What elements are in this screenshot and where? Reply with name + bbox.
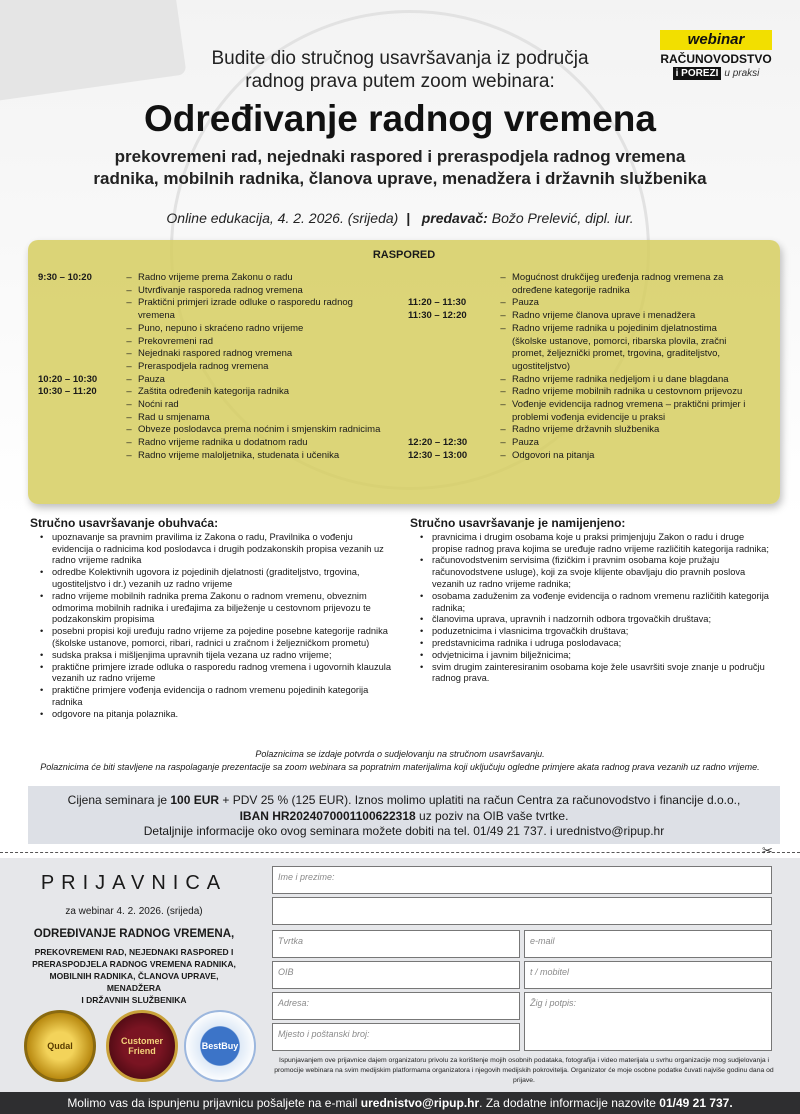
schedule-time xyxy=(38,323,120,336)
schedule-row xyxy=(408,361,773,374)
notes: Polaznicima se izdaje potvrda o sudjelovanju na stručnom usavršavanju. Polaznicima će biti stavljene na raspolaganje prezentacije sa zoom webinara sa popratnim materijalima koji uključuju ogledne primjere akata radnog prava vezanih uz radno vrijeme. xyxy=(40,749,760,772)
schedule-left-column xyxy=(38,272,408,463)
schedule-row xyxy=(38,285,408,298)
schedule-time xyxy=(408,323,494,336)
schedule-heading: RASPORED xyxy=(372,249,436,261)
schedule-dash: – xyxy=(126,424,132,436)
schedule-row xyxy=(38,424,408,437)
schedule-row xyxy=(408,285,773,298)
schedule-text: Utvrđivanje rasporeda radnog vremena xyxy=(138,284,303,296)
footer-email[interactable]: urednistvo@ripup.hr xyxy=(360,1096,480,1110)
schedule-row xyxy=(408,374,773,387)
schedule-text: Praktični primjeri izrade odluke o rasporedu radnog xyxy=(138,297,353,309)
schedule-text: Rad u smjenama xyxy=(138,411,210,423)
oib-field[interactable]: OIB xyxy=(272,961,520,989)
list-item: • radno vrijeme mobilnih radnika prema Zakonu o radnom vremenu, obveznim odmorima mobilnih radnika i uređajima za bilježenje u cestovnom prijevozu te podzakonskim propisima xyxy=(30,591,395,626)
bestbuy-badge-icon: BestBuy xyxy=(184,1010,256,1082)
schedule-text: Radno vrijeme maloljetnika, studenata i učenika xyxy=(138,449,340,461)
schedule-dash: – xyxy=(126,449,132,461)
schedule-row xyxy=(408,386,773,399)
schedule-dash xyxy=(120,310,138,323)
schedule-time xyxy=(408,361,494,374)
covers-section xyxy=(30,518,395,721)
schedule-dash xyxy=(494,285,512,298)
covers-heading: Stručno usavršavanje obuhvaća: xyxy=(30,516,219,530)
schedule-time: 12:30 – 13:00 xyxy=(408,449,468,461)
list-item: • praktične primjere izrade odluka o rasporedu radnog vremena i ugovornih klauzula vezanih uz radno vrijeme xyxy=(30,662,395,686)
schedule-row xyxy=(38,297,408,310)
schedule-right-column xyxy=(408,272,773,463)
page-title: Određivanje radnog vremena xyxy=(143,98,656,139)
schedule-row xyxy=(408,297,773,310)
form-event-subtitle: PREKOVREMENI RAD, NEJEDNAKI RASPORED I PRERASPODJELA RADNOG VREMENA RADNIKA, MOBILNIH RADNIKA, ČLANOVA UPRAVE, MENADŽERA I DRŽAVNIH SLUŽBENIKA xyxy=(32,947,236,1005)
schedule-dash: – xyxy=(500,297,506,309)
logo-name: RAČUNOVODSTVO xyxy=(660,52,772,66)
schedule-row xyxy=(408,450,773,463)
price-box: Cijena seminara je 100 EUR + PDV 25 % (125 EUR). Iznos molimo uplatiti na račun Centra za računovodstvo i financije d.o.o., IBAN HR2024070001100622318 uz poziv na OIB vaše tvrtke. Detaljnije informacije oko ovog seminara možete dobiti na tel. 01/49 21 737. i urednistvo@ripup.hr xyxy=(28,786,780,844)
schedule-dash: – xyxy=(126,437,132,449)
schedule-time xyxy=(38,310,120,323)
schedule-time: 9:30 – 10:20 xyxy=(38,272,92,283)
schedule-dash: – xyxy=(500,272,506,283)
schedule-time: 11:30 – 12:20 xyxy=(408,310,467,322)
schedule-row xyxy=(38,412,408,425)
list-item: • upoznavanje sa pravnim pravilima iz Zakona o radu, Pravilnika o vođenju evidencija o radnicima kod poslodavca i drugih podzakonskih propisa vezanih uz radno vrijeme radnika xyxy=(30,532,395,567)
schedule-dash: – xyxy=(500,310,506,322)
form-event-title: ODREĐIVANJE RADNOG VREMENA, xyxy=(33,928,235,940)
schedule-dash: – xyxy=(126,411,132,423)
award-badges xyxy=(24,1010,264,1082)
schedule-text: Radno vrijeme mobilnih radnika u cestovnom prijevozu xyxy=(512,386,743,398)
schedule-dash: – xyxy=(500,399,506,411)
schedule-time xyxy=(408,285,494,298)
schedule-text: Radno vrijeme članova uprave i menadžera xyxy=(512,310,696,322)
schedule-row xyxy=(38,310,408,323)
list-item: • sudska praksa i mišljenjima upravnih tijela vezana uz radno vrijeme; xyxy=(30,650,395,662)
schedule-text: Vođenje evidencija radnog vremena – praktični primjer i xyxy=(512,399,746,411)
schedule-text: određene kategorije radnika xyxy=(512,284,630,296)
schedule-row xyxy=(408,272,773,285)
schedule-row xyxy=(38,348,408,361)
customer-friend-badge-icon: Customer Friend xyxy=(106,1010,178,1082)
privacy-disclaimer: Ispunjavanjem ove prijavnice dajem organizatoru privolu za korištenje mojih osobnih podataka, fotografija i video materijala u svrhu organizacije mog sudjelovanja i promocije webinara na svim medijskim platformama organizatora i njegovih medijskih pokrovitelja. Organizator će moje osobne podatke čuvati najviše godinu dana od prijave. xyxy=(274,1057,774,1084)
list-item: • posebni propisi koji uređuju radno vrijeme za pojedine posebne kategorije radnika (školske ustanove, pomorci, ribari, radnici u zračnom i željezničkom prometu) xyxy=(30,626,395,650)
schedule-time xyxy=(38,361,120,374)
schedule-time xyxy=(38,348,120,361)
list-item: • članovima uprava, upravnih i nadzornih odbora trgovačkih društava; xyxy=(410,614,775,626)
schedule-row xyxy=(38,336,408,349)
schedule-row xyxy=(38,399,408,412)
schedule-text: Radno vrijeme radnika u pojedinim djelatnostima xyxy=(512,322,717,334)
schedule-text: Puno, nepuno i skraćeno radno vrijeme xyxy=(138,322,304,334)
logo-webinar: webinar xyxy=(660,30,772,50)
schedule-time xyxy=(408,399,494,412)
schedule-dash: – xyxy=(500,449,506,461)
schedule-time xyxy=(408,412,494,425)
schedule-row xyxy=(408,348,773,361)
schedule-text: Obveze poslodavca prema noćnim i smjenskim radnicima xyxy=(138,424,381,436)
schedule-row xyxy=(408,424,773,437)
schedule-dash: – xyxy=(126,360,132,372)
schedule-text: ugostiteljstvo) xyxy=(512,360,571,372)
name-field-extra[interactable] xyxy=(272,897,772,925)
city-field[interactable]: Mjesto i poštanski broj: xyxy=(272,1023,520,1051)
schedule-time xyxy=(38,424,120,437)
schedule-time xyxy=(38,297,120,310)
schedule-dash: – xyxy=(126,297,132,309)
schedule-row xyxy=(38,450,408,463)
schedule-dash: – xyxy=(500,373,506,385)
webinar-logo: webinar RAČUNOVODSTVO i POREZI u praksi xyxy=(660,31,772,79)
schedule-time xyxy=(408,348,494,361)
phone-field[interactable]: t / mobitel xyxy=(524,961,772,989)
audience-section xyxy=(410,518,775,685)
schedule-text: Radno vrijeme radnika u dodatnom radu xyxy=(138,437,308,449)
schedule-row xyxy=(408,336,773,349)
schedule-dash xyxy=(494,336,512,349)
schedule-dash: – xyxy=(500,437,506,449)
schedule-text: Radno vrijeme prema Zakonu o radu xyxy=(138,272,293,283)
schedule-dash: – xyxy=(500,322,506,334)
list-item: • odvjetnicima i javnim bilježnicima; xyxy=(410,650,775,662)
list-item: • osobama zaduženim za vođenje evidencija o radnom vremenu različitih kategorija radnika; xyxy=(410,591,775,615)
cut-line xyxy=(0,852,800,853)
list-item: • svim drugim zainteresiranim osobama koje žele usavršiti svoje znanje u području radnog prava. xyxy=(410,662,775,686)
schedule-time: 11:20 – 11:30 xyxy=(408,297,467,309)
schedule-time xyxy=(38,437,120,450)
list-item: • predstavnicima radnika i udruga poslodavaca; xyxy=(410,638,775,650)
scissors-icon: ✂ xyxy=(762,843,773,858)
list-item: • pravnicima i drugim osobama koje u praksi primjenjuju Zakon o radu i druge propise radnog prava kojima se uređuje radno vrijeme različitih kategorija radnika; xyxy=(410,532,775,556)
schedule-dash: – xyxy=(126,399,132,411)
schedule-text: Odgovori na pitanja xyxy=(512,449,595,461)
laptop-decoration xyxy=(0,0,187,105)
schedule-time xyxy=(408,272,494,285)
schedule-text: Noćni rad xyxy=(138,399,179,411)
schedule-text: Pauza xyxy=(138,373,165,385)
schedule-time: 10:20 – 10:30 xyxy=(38,373,98,385)
audience-list xyxy=(410,532,775,685)
schedule-dash: – xyxy=(126,335,132,347)
list-item: • odredbe Kolektivnih ugovora iz pojedinih djelatnosti (graditeljstvo, trgovina, ugostiteljstvo i dr.) vezanih uz radno vrijeme xyxy=(30,567,395,591)
footer-bar: Molimo vas da ispunjenu prijavnicu pošaljete na e-mail urednistvo@ripup.hr. Za dodatne informacije nazovite 01/49 21 737. xyxy=(0,1092,800,1114)
audience-heading: Stručno usavršavanje je namijenjeno: xyxy=(410,516,626,530)
address-field[interactable]: Adresa: xyxy=(272,992,520,1020)
schedule-text: vremena xyxy=(138,310,175,322)
name-field[interactable]: Ime i prezime: xyxy=(272,866,772,894)
schedule-time: 12:20 – 12:30 xyxy=(408,437,468,449)
schedule-box xyxy=(28,240,780,504)
schedule-row xyxy=(38,272,408,285)
qudal-badge-icon: Qudal xyxy=(24,1010,96,1082)
schedule-text: (školske ustanove, pomorci, ribarska plovila, zračni xyxy=(512,335,727,347)
schedule-dash xyxy=(494,412,512,425)
schedule-row xyxy=(408,310,773,323)
list-item: • praktične primjere vođenja evidencija o radnom vremenu pojedinih kategorija radnika xyxy=(30,685,395,709)
schedule-time xyxy=(38,412,120,425)
schedule-time xyxy=(38,399,120,412)
schedule-time xyxy=(38,285,120,298)
schedule-row xyxy=(38,386,408,399)
schedule-dash: – xyxy=(126,322,132,334)
schedule-text: Radno vrijeme državnih službenika xyxy=(512,424,660,436)
list-item: • odgovore na pitanja polaznika. xyxy=(30,709,395,721)
schedule-dash: – xyxy=(500,386,506,398)
list-item: • računovodstvenim servisima (fizičkim i pravnim osobama koje pružaju računovodstvene usluge), koji za svoje klijente obavljaju dio pravnih poslova vezanih uz radno vrijeme radnika; xyxy=(410,555,775,590)
schedule-dash: – xyxy=(126,386,132,398)
schedule-row xyxy=(38,437,408,450)
schedule-row xyxy=(38,374,408,387)
schedule-row xyxy=(408,399,773,412)
schedule-dash: – xyxy=(126,348,132,360)
footer-phone: 01/49 21 737. xyxy=(659,1096,733,1110)
schedule-time xyxy=(408,424,494,437)
stamp-signature-field[interactable]: Žig i potpis: xyxy=(524,992,772,1051)
covers-list xyxy=(30,532,395,721)
schedule-text: Pauza xyxy=(512,437,539,449)
event-meta: Online edukacija, 4. 2. 2026. (srijeda) | predavač: Božo Prelević, dipl. iur. xyxy=(166,210,634,226)
schedule-row xyxy=(38,361,408,374)
schedule-text: Zaštita određenih kategorija radnika xyxy=(138,386,290,398)
schedule-row xyxy=(38,323,408,336)
schedule-text: Mogućnost drukčijeg uređenja radnog vremena za xyxy=(512,272,724,283)
schedule-dash xyxy=(494,348,512,361)
schedule-time: 10:30 – 11:20 xyxy=(38,386,97,398)
schedule-time xyxy=(38,450,120,463)
form-date: za webinar 4. 2. 2026. (srijeda) xyxy=(65,906,203,917)
schedule-text: Radno vrijeme radnika nedjeljom i u dane blagdana xyxy=(512,373,729,385)
intro-text: Budite dio stručnog usavršavanja iz područja radnog prava putem zoom webinara: xyxy=(211,48,589,92)
schedule-time xyxy=(408,374,494,387)
schedule-row xyxy=(408,323,773,336)
schedule-text: Preraspodjela radnog vremena xyxy=(138,360,269,372)
form-title: PRIJAVNICA xyxy=(40,872,228,894)
schedule-row xyxy=(408,437,773,450)
list-item: • poduzetnicima i vlasnicima trgovačkih društava; xyxy=(410,626,775,638)
schedule-dash: – xyxy=(126,284,132,296)
company-field[interactable]: Tvrtka xyxy=(272,930,520,958)
email-field[interactable]: e-mail xyxy=(524,930,772,958)
schedule-dash xyxy=(494,361,512,374)
schedule-time xyxy=(408,336,494,349)
page-subtitle: prekovremeni rad, nejednaki raspored i preraspodjela radnog vremena radnika, mobilnih radnika, članova uprave, menadžera i državnih službenika xyxy=(93,147,707,188)
schedule-time xyxy=(408,386,494,399)
schedule-text: problemi vođenja evidencije u praksi xyxy=(512,411,666,423)
schedule-dash: – xyxy=(126,373,132,385)
schedule-time xyxy=(38,336,120,349)
schedule-text: Prekovremeni rad xyxy=(138,335,213,347)
schedule-dash: – xyxy=(126,272,132,283)
schedule-text: Pauza xyxy=(512,297,539,309)
schedule-dash: – xyxy=(500,424,506,436)
schedule-text: promet, željeznički promet, trgovina, graditeljstvo, xyxy=(512,348,721,360)
schedule-row xyxy=(408,412,773,425)
schedule-text: Nejednaki raspored radnog vremena xyxy=(138,348,293,360)
